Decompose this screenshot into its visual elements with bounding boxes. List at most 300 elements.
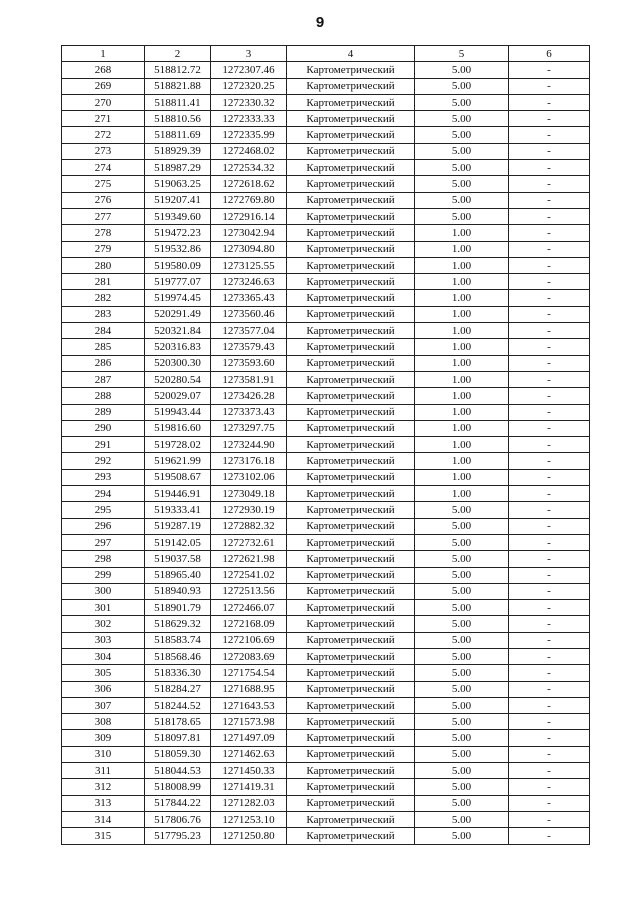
method-cell: Картометрический [287,746,415,762]
note-cell: - [509,632,590,648]
x-coordinate-cell: 519207.41 [145,192,211,208]
note-cell: - [509,583,590,599]
method-cell: Картометрический [287,453,415,469]
method-cell: Картометрический [287,62,415,78]
x-coordinate-cell: 518965.40 [145,567,211,583]
note-cell: - [509,160,590,176]
accuracy-cell: 5.00 [415,632,509,648]
table-row [62,437,590,453]
note-cell: - [509,127,590,143]
point-number-cell: 295 [62,502,145,518]
point-number-cell: 304 [62,648,145,664]
y-coordinate-cell: 1273577.04 [211,323,287,339]
point-number-cell: 273 [62,143,145,159]
note-cell: - [509,551,590,567]
table-row [62,323,590,339]
x-coordinate-cell: 519974.45 [145,290,211,306]
x-coordinate-cell: 519287.19 [145,518,211,534]
accuracy-cell: 1.00 [415,241,509,257]
x-coordinate-cell: 518583.74 [145,632,211,648]
x-coordinate-cell: 520280.54 [145,371,211,387]
y-coordinate-cell: 1273579.43 [211,339,287,355]
accuracy-cell: 5.00 [415,746,509,762]
x-coordinate-cell: 518568.46 [145,648,211,664]
note-cell: - [509,437,590,453]
y-coordinate-cell: 1272618.62 [211,176,287,192]
table-row [62,257,590,273]
accuracy-cell: 5.00 [415,665,509,681]
y-coordinate-cell: 1272916.14 [211,208,287,224]
table-row [62,551,590,567]
table-row [62,420,590,436]
table-row [62,795,590,811]
point-number-cell: 276 [62,192,145,208]
table-row [62,404,590,420]
table-row [62,697,590,713]
method-cell: Картометрический [287,111,415,127]
x-coordinate-cell: 517844.22 [145,795,211,811]
table-row [62,192,590,208]
y-coordinate-cell: 1273244.90 [211,437,287,453]
accuracy-cell: 1.00 [415,225,509,241]
method-cell: Картометрический [287,632,415,648]
y-coordinate-cell: 1273365.43 [211,290,287,306]
point-number-cell: 307 [62,697,145,713]
note-cell: - [509,404,590,420]
method-cell: Картометрический [287,551,415,567]
y-coordinate-cell: 1272541.02 [211,567,287,583]
accuracy-cell: 5.00 [415,681,509,697]
point-number-cell: 278 [62,225,145,241]
table-row [62,828,590,844]
point-number-cell: 281 [62,274,145,290]
point-number-cell: 292 [62,453,145,469]
y-coordinate-cell: 1272732.61 [211,534,287,550]
accuracy-cell: 5.00 [415,208,509,224]
accuracy-cell: 5.00 [415,828,509,844]
note-cell: - [509,681,590,697]
table-row [62,274,590,290]
y-coordinate-cell: 1271253.10 [211,811,287,827]
method-cell: Картометрический [287,518,415,534]
method-cell: Картометрический [287,697,415,713]
point-number-cell: 309 [62,730,145,746]
method-cell: Картометрический [287,714,415,730]
note-cell: - [509,62,590,78]
method-cell: Картометрический [287,160,415,176]
point-number-cell: 298 [62,551,145,567]
accuracy-cell: 5.00 [415,192,509,208]
accuracy-cell: 5.00 [415,730,509,746]
x-coordinate-cell: 518821.88 [145,78,211,94]
accuracy-cell: 1.00 [415,371,509,387]
point-number-cell: 274 [62,160,145,176]
method-cell: Картометрический [287,323,415,339]
accuracy-cell: 1.00 [415,388,509,404]
accuracy-cell: 5.00 [415,616,509,632]
y-coordinate-cell: 1273373.43 [211,404,287,420]
note-cell: - [509,779,590,795]
x-coordinate-cell: 519508.67 [145,469,211,485]
point-number-cell: 277 [62,208,145,224]
note-cell: - [509,746,590,762]
note-cell: - [509,290,590,306]
accuracy-cell: 5.00 [415,111,509,127]
method-cell: Картометрический [287,339,415,355]
y-coordinate-cell: 1271688.95 [211,681,287,697]
y-coordinate-cell: 1273176.18 [211,453,287,469]
point-number-cell: 313 [62,795,145,811]
y-coordinate-cell: 1272466.07 [211,600,287,616]
y-coordinate-cell: 1271450.33 [211,763,287,779]
point-number-cell: 291 [62,437,145,453]
accuracy-cell: 5.00 [415,143,509,159]
accuracy-cell: 5.00 [415,714,509,730]
point-number-cell: 293 [62,469,145,485]
point-number-cell: 315 [62,828,145,844]
method-cell: Картометрический [287,795,415,811]
point-number-cell: 299 [62,567,145,583]
method-cell: Картометрический [287,665,415,681]
point-number-cell: 312 [62,779,145,795]
y-coordinate-cell: 1272307.46 [211,62,287,78]
x-coordinate-cell: 520321.84 [145,323,211,339]
point-number-cell: 314 [62,811,145,827]
point-number-cell: 275 [62,176,145,192]
method-cell: Картометрический [287,388,415,404]
note-cell: - [509,600,590,616]
method-cell: Картометрический [287,437,415,453]
accuracy-cell: 5.00 [415,567,509,583]
accuracy-cell: 5.00 [415,127,509,143]
note-cell: - [509,371,590,387]
accuracy-cell: 5.00 [415,600,509,616]
point-number-cell: 310 [62,746,145,762]
point-number-cell: 287 [62,371,145,387]
y-coordinate-cell: 1272330.32 [211,94,287,110]
note-cell: - [509,176,590,192]
note-cell: - [509,111,590,127]
accuracy-cell: 1.00 [415,420,509,436]
column-header-4: 4 [287,46,415,62]
column-header-1: 1 [62,46,145,62]
method-cell: Картометрический [287,469,415,485]
note-cell: - [509,420,590,436]
y-coordinate-cell: 1273593.60 [211,355,287,371]
method-cell: Картометрический [287,241,415,257]
point-number-cell: 303 [62,632,145,648]
note-cell: - [509,763,590,779]
x-coordinate-cell: 518812.72 [145,62,211,78]
table-row [62,811,590,827]
table-row [62,681,590,697]
accuracy-cell: 5.00 [415,583,509,599]
point-number-cell: 280 [62,257,145,273]
x-coordinate-cell: 519349.60 [145,208,211,224]
accuracy-cell: 5.00 [415,811,509,827]
method-cell: Картометрический [287,420,415,436]
table-row [62,143,590,159]
x-coordinate-cell: 518987.29 [145,160,211,176]
x-coordinate-cell: 518629.32 [145,616,211,632]
method-cell: Картометрический [287,811,415,827]
method-cell: Картометрический [287,78,415,94]
y-coordinate-cell: 1272769.80 [211,192,287,208]
table-row [62,241,590,257]
method-cell: Картометрический [287,225,415,241]
note-cell: - [509,257,590,273]
note-cell: - [509,355,590,371]
table-row [62,648,590,664]
table-row [62,306,590,322]
method-cell: Картометрический [287,257,415,273]
y-coordinate-cell: 1272882.32 [211,518,287,534]
y-coordinate-cell: 1273049.18 [211,486,287,502]
accuracy-cell: 5.00 [415,795,509,811]
note-cell: - [509,225,590,241]
point-number-cell: 268 [62,62,145,78]
note-cell: - [509,274,590,290]
x-coordinate-cell: 519580.09 [145,257,211,273]
table-row [62,518,590,534]
x-coordinate-cell: 518044.53 [145,763,211,779]
note-cell: - [509,192,590,208]
note-cell: - [509,94,590,110]
x-coordinate-cell: 518810.56 [145,111,211,127]
x-coordinate-cell: 519037.58 [145,551,211,567]
y-coordinate-cell: 1271643.53 [211,697,287,713]
method-cell: Картометрический [287,681,415,697]
method-cell: Картометрический [287,290,415,306]
table-row [62,62,590,78]
x-coordinate-cell: 519532.86 [145,241,211,257]
note-cell: - [509,208,590,224]
x-coordinate-cell: 518244.52 [145,697,211,713]
x-coordinate-cell: 519816.60 [145,420,211,436]
method-cell: Картометрический [287,828,415,844]
point-number-cell: 279 [62,241,145,257]
y-coordinate-cell: 1272930.19 [211,502,287,518]
table-row [62,290,590,306]
y-coordinate-cell: 1273560.46 [211,306,287,322]
x-coordinate-cell: 519446.91 [145,486,211,502]
point-number-cell: 272 [62,127,145,143]
note-cell: - [509,78,590,94]
method-cell: Картометрический [287,306,415,322]
table-row [62,225,590,241]
accuracy-cell: 1.00 [415,290,509,306]
x-coordinate-cell: 519142.05 [145,534,211,550]
x-coordinate-cell: 518336.30 [145,665,211,681]
method-cell: Картометрический [287,176,415,192]
note-cell: - [509,795,590,811]
method-cell: Картометрический [287,371,415,387]
x-coordinate-cell: 520029.07 [145,388,211,404]
method-cell: Картометрический [287,486,415,502]
accuracy-cell: 5.00 [415,763,509,779]
method-cell: Картометрический [287,192,415,208]
x-coordinate-cell: 519472.23 [145,225,211,241]
point-number-cell: 308 [62,714,145,730]
point-number-cell: 288 [62,388,145,404]
point-number-cell: 282 [62,290,145,306]
x-coordinate-cell: 518901.79 [145,600,211,616]
method-cell: Картометрический [287,616,415,632]
accuracy-cell: 5.00 [415,779,509,795]
y-coordinate-cell: 1273581.91 [211,371,287,387]
accuracy-cell: 1.00 [415,404,509,420]
x-coordinate-cell: 518940.93 [145,583,211,599]
accuracy-cell: 5.00 [415,176,509,192]
point-number-cell: 311 [62,763,145,779]
x-coordinate-cell: 520291.49 [145,306,211,322]
point-number-cell: 289 [62,404,145,420]
accuracy-cell: 1.00 [415,355,509,371]
x-coordinate-cell: 518008.99 [145,779,211,795]
y-coordinate-cell: 1272621.98 [211,551,287,567]
table-row [62,94,590,110]
point-number-cell: 297 [62,534,145,550]
note-cell: - [509,828,590,844]
x-coordinate-cell: 519333.41 [145,502,211,518]
accuracy-cell: 1.00 [415,469,509,485]
table-row [62,127,590,143]
note-cell: - [509,518,590,534]
table-row [62,453,590,469]
accuracy-cell: 5.00 [415,518,509,534]
table-row [62,583,590,599]
point-number-cell: 286 [62,355,145,371]
y-coordinate-cell: 1272534.32 [211,160,287,176]
method-cell: Картометрический [287,648,415,664]
table-row [62,714,590,730]
accuracy-cell: 5.00 [415,551,509,567]
x-coordinate-cell: 518178.65 [145,714,211,730]
accuracy-cell: 1.00 [415,339,509,355]
method-cell: Картометрический [287,763,415,779]
x-coordinate-cell: 519943.44 [145,404,211,420]
y-coordinate-cell: 1271462.63 [211,746,287,762]
y-coordinate-cell: 1273102.06 [211,469,287,485]
table-row [62,665,590,681]
method-cell: Картометрический [287,567,415,583]
table-row [62,339,590,355]
table-header-row [62,46,590,62]
point-number-cell: 284 [62,323,145,339]
table-row [62,355,590,371]
note-cell: - [509,486,590,502]
accuracy-cell: 5.00 [415,648,509,664]
table-row [62,779,590,795]
y-coordinate-cell: 1272168.09 [211,616,287,632]
note-cell: - [509,665,590,681]
accuracy-cell: 5.00 [415,534,509,550]
column-header-6: 6 [509,46,590,62]
accuracy-cell: 1.00 [415,437,509,453]
note-cell: - [509,453,590,469]
method-cell: Картометрический [287,143,415,159]
y-coordinate-cell: 1271754.54 [211,665,287,681]
y-coordinate-cell: 1271419.31 [211,779,287,795]
y-coordinate-cell: 1273426.28 [211,388,287,404]
table-row [62,78,590,94]
table-row [62,534,590,550]
y-coordinate-cell: 1272513.56 [211,583,287,599]
note-cell: - [509,714,590,730]
accuracy-cell: 1.00 [415,274,509,290]
method-cell: Картометрический [287,355,415,371]
accuracy-cell: 5.00 [415,78,509,94]
accuracy-cell: 1.00 [415,453,509,469]
method-cell: Картометрический [287,583,415,599]
table-row [62,388,590,404]
method-cell: Картометрический [287,730,415,746]
accuracy-cell: 5.00 [415,94,509,110]
note-cell: - [509,323,590,339]
method-cell: Картометрический [287,127,415,143]
y-coordinate-cell: 1273125.55 [211,257,287,273]
table-row [62,111,590,127]
note-cell: - [509,502,590,518]
note-cell: - [509,339,590,355]
accuracy-cell: 5.00 [415,62,509,78]
y-coordinate-cell: 1271250.80 [211,828,287,844]
method-cell: Картометрический [287,502,415,518]
column-header-2: 2 [145,46,211,62]
accuracy-cell: 5.00 [415,160,509,176]
table-row [62,730,590,746]
column-header-5: 5 [415,46,509,62]
table-row [62,502,590,518]
note-cell: - [509,567,590,583]
column-header-3: 3 [211,46,287,62]
x-coordinate-cell: 518929.39 [145,143,211,159]
note-cell: - [509,697,590,713]
x-coordinate-cell: 520300.30 [145,355,211,371]
accuracy-cell: 1.00 [415,306,509,322]
note-cell: - [509,469,590,485]
method-cell: Картометрический [287,208,415,224]
x-coordinate-cell: 518059.30 [145,746,211,762]
note-cell: - [509,241,590,257]
note-cell: - [509,616,590,632]
table-row [62,600,590,616]
x-coordinate-cell: 517795.23 [145,828,211,844]
table-row [62,616,590,632]
note-cell: - [509,811,590,827]
y-coordinate-cell: 1271497.09 [211,730,287,746]
y-coordinate-cell: 1273094.80 [211,241,287,257]
point-number-cell: 290 [62,420,145,436]
method-cell: Картометрический [287,404,415,420]
note-cell: - [509,534,590,550]
y-coordinate-cell: 1271573.98 [211,714,287,730]
point-number-cell: 306 [62,681,145,697]
x-coordinate-cell: 519063.25 [145,176,211,192]
accuracy-cell: 1.00 [415,486,509,502]
y-coordinate-cell: 1273297.75 [211,420,287,436]
accuracy-cell: 5.00 [415,502,509,518]
table-row [62,371,590,387]
x-coordinate-cell: 519621.99 [145,453,211,469]
table-row [62,160,590,176]
table-row [62,567,590,583]
y-coordinate-cell: 1272106.69 [211,632,287,648]
table-row [62,176,590,192]
point-number-cell: 285 [62,339,145,355]
table-row [62,469,590,485]
x-coordinate-cell: 518811.69 [145,127,211,143]
